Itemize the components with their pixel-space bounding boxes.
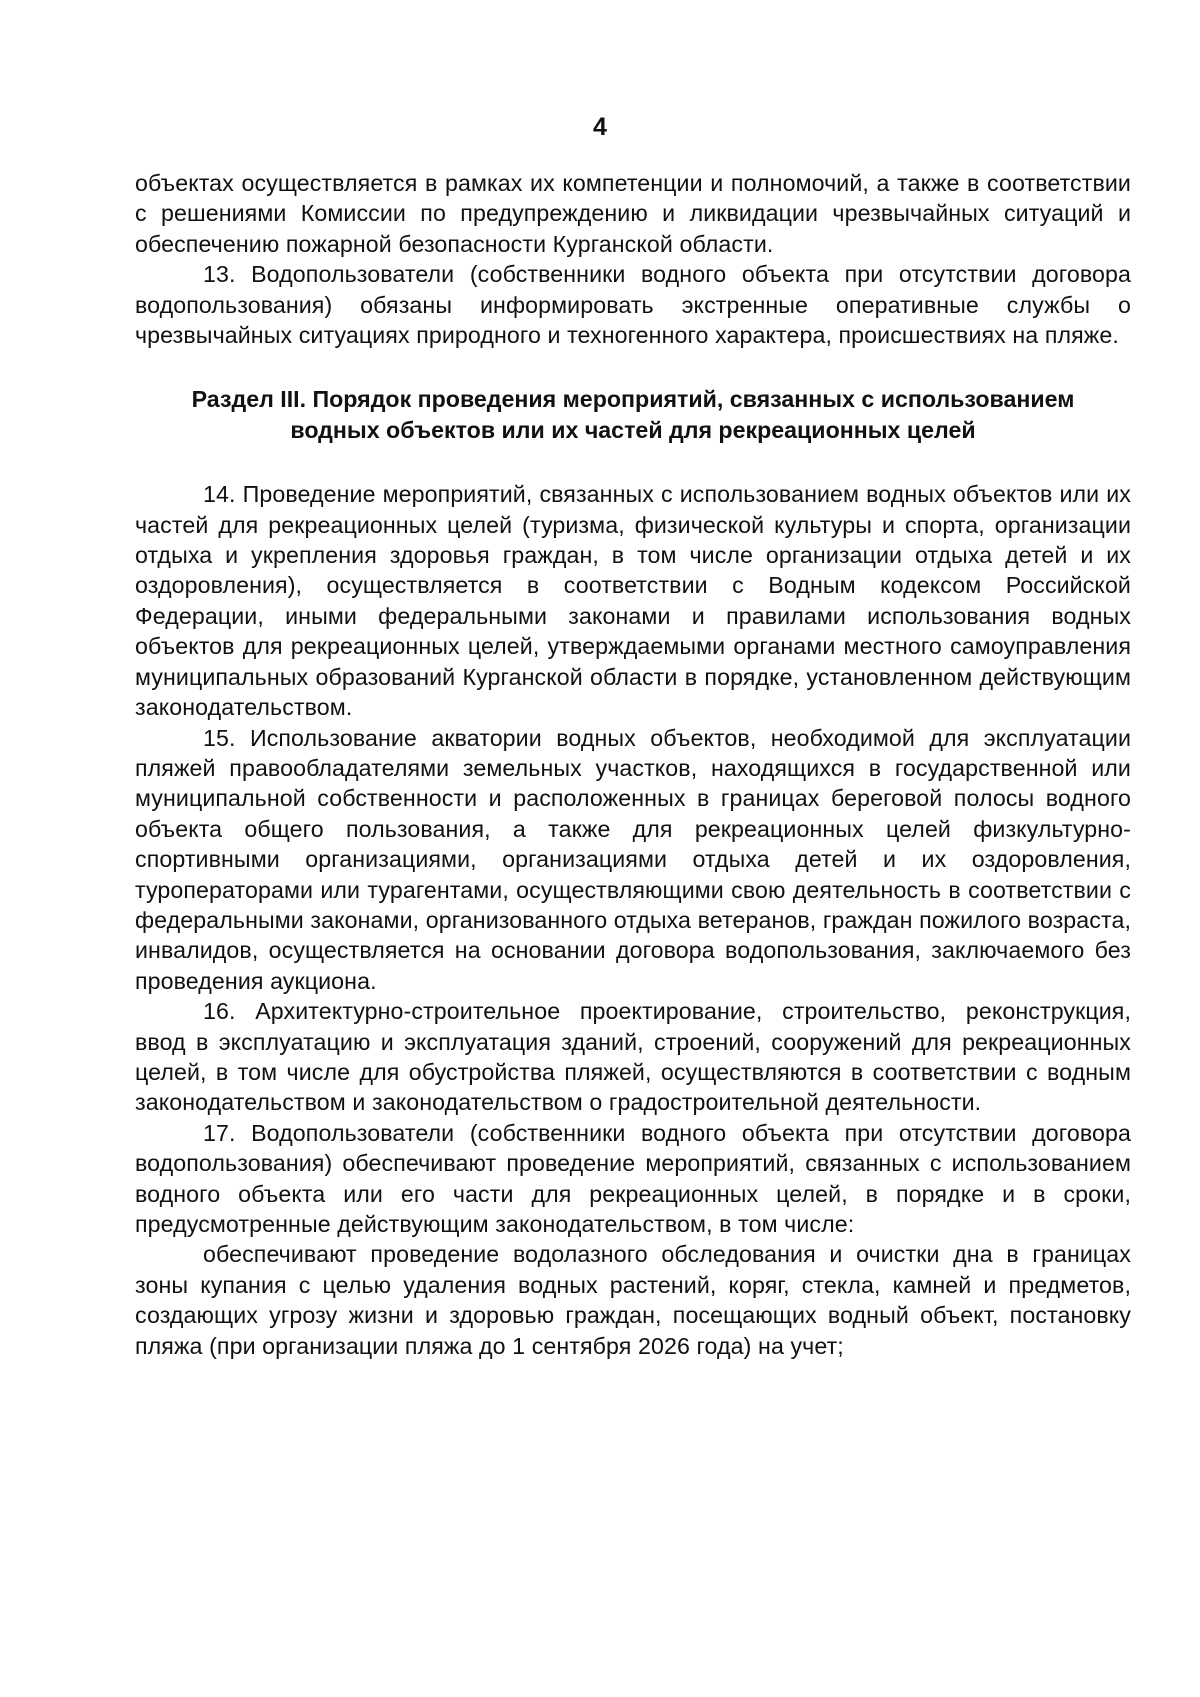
section-heading-line-2: водных объектов или их частей для рекреационных целей — [290, 416, 976, 443]
paragraph-continuation: объектах осуществляется в рамках их компетенции и полномочий, а также в соответствии с решениями Комиссии по предупреждению и ликвидации чрезвычайных ситуаций и обеспечению пожарной безопасности Курганской области. — [135, 170, 1131, 257]
paragraph-14: 14. Проведение мероприятий, связанных с использованием водных объектов или их частей для рекреационных целей (туризма, физической культуры и спорта, организации отдыха и укрепления здоровья граждан, в том числе организации отдыха детей и их оздоровления), осуществляется в соответствии с Водным кодексом Российской Федерации, иными федеральными законами и правилами использования водных объектов для рекреационных целей, утверждаемыми органами местного самоуправления муниципальных образований Курганской области в порядке, установленном действующим законодательством. — [135, 481, 1131, 721]
paragraph-16: 16. Архитектурно-строительное проектирование, строительство, реконструкция, ввод в эксплуатацию и эксплуатация зданий, строений, сооружений для рекреационных целей, в том числе для обустройства пляжей, осуществляются в соответствии с водным законодательством и законодательством о градостроительной деятельности. — [135, 998, 1131, 1116]
paragraph-17-item: обеспечивают проведение водолазного обследования и очистки дна в границах зоны купания с целью удаления водных растений, коряг, стекла, камней и предметов, создающих угрозу жизни и здоровью граждан, посещающих водный объект, постановку пляжа (при организации пляжа до 1 сентября 2026 года) на учет; — [135, 1241, 1131, 1359]
page-number: 4 — [593, 113, 607, 141]
section-heading-line-1: Раздел III. Порядок проведения мероприятий, связанных с использованием — [191, 386, 1075, 413]
paragraph-15: 15. Использование акватории водных объектов, необходимой для эксплуатации пляжей правообладателями земельных участков, находящихся в государственной или муниципальной собственности и расположенных в границах береговой полосы водного объекта общего пользования, а также для рекреационных целей физкультурно-спортивными организациями, организациями отдыха детей и их оздоровления, туроператорами или турагентами, осуществляющими свою деятельность в соответствии с федеральными законами, организованного отдыха ветеранов, граждан пожилого возраста, инвалидов, осуществляется на основании договора водопользования, заключаемого без проведения аукциона. — [135, 724, 1131, 994]
paragraph-17: 17. Водопользователи (собственники водного объекта при отсутствии договора водопользования) обеспечивают проведение мероприятий, связанных с использованием водного объекта или его части для рекреационных целей, в порядке и в сроки, предусмотренные действующим законодательством, в том числе: — [135, 1119, 1131, 1237]
section-heading — [135, 384, 1131, 445]
paragraph-13: 13. Водопользователи (собственники водного объекта при отсутствии договора водопользования) обязаны информировать экстренные оперативные службы о чрезвычайных ситуациях природного и техногенного характера, происшествиях на пляже. — [135, 261, 1131, 349]
document-body — [135, 168, 1131, 1361]
